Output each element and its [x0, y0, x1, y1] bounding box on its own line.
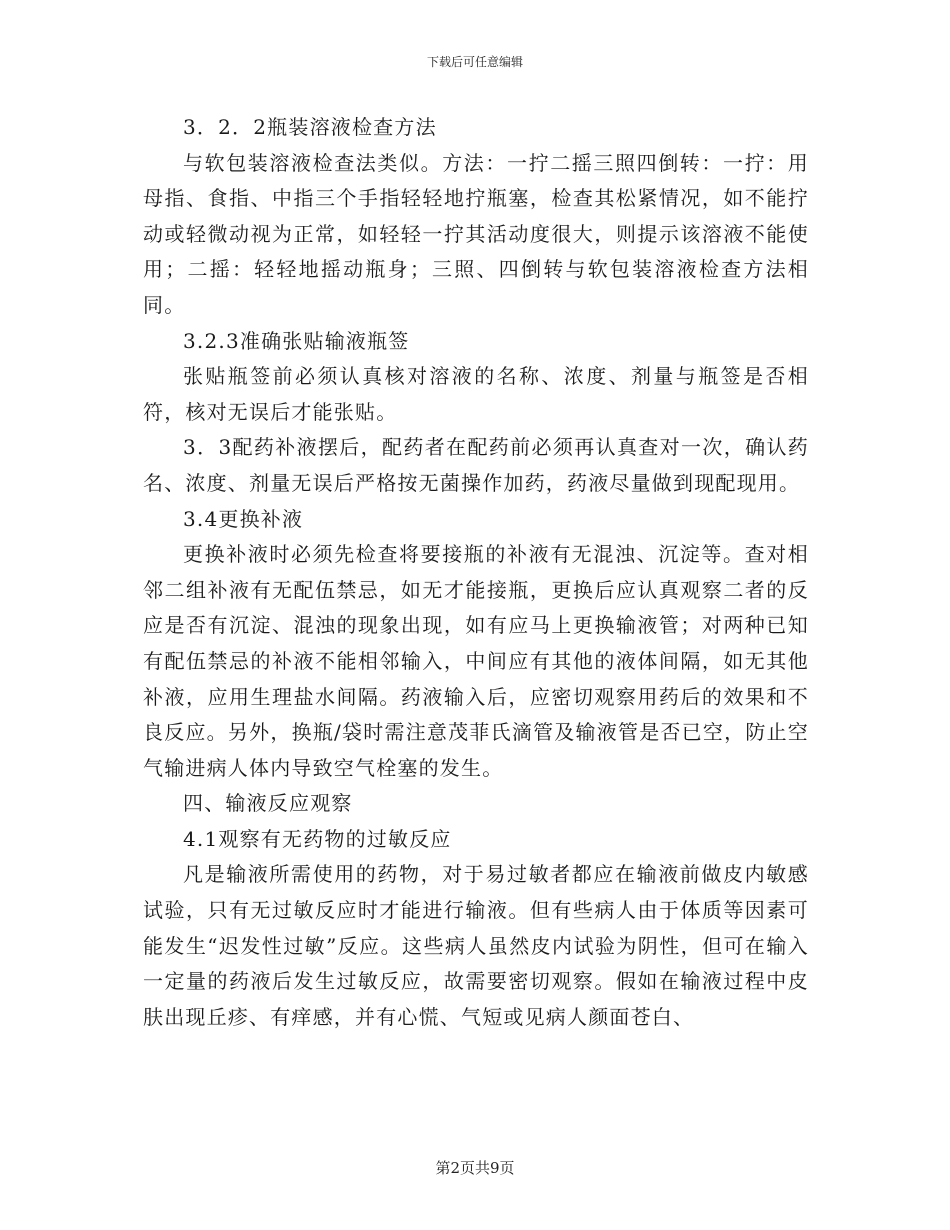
paragraph-fluid-replacement: 更换补液时必须先检查将要接瓶的补液有无混浊、沉淀等。查对相邻二组补液有无配伍禁忌，如无才能接瓶，更换后应认真观察二者的反应是否有沉淀、混浊的现象出现，如有应马上更换输液管；对两种已知有配伍禁忌的补液不能相邻输入，中间应有其他的液体间隔，如无其他补液，应用生理盐水间隔。药液输入后，应密切观察用药后的效果和不良反应。另外，换瓶/袋时需注意茂菲氏滴管及输液管是否已空，防止空气输进病人体内导致空气栓塞的发生。	[143, 542, 809, 780]
page-footer: 第2页共9页	[435, 1159, 515, 1177]
paragraph-allergy-observation: 凡是输液所需使用的药物，对于易过敏者都应在输液前做皮内敏感试验，只有无过敏反应时才能进行输液。但有些病人由于体质等因素可能发生“迟发性过敏”反应。这些病人虽然皮内试验为阴性，但可在输入一定量的药液后发生过敏反应，故需要密切观察。假如在输液过程中皮肤出现丘疹、有痒感，并有心慌、气短或见病人颜面苍白、	[143, 862, 809, 1029]
section-heading-3-2-2: 3．2．2瓶装溶液检查方法	[183, 115, 437, 139]
paragraph-bottle-inspection: 与软包装溶液检查法类似。方法：一拧二摇三照四倒转：一拧：用母指、食指、中指三个手指轻轻地拧瓶塞，检查其松紧情况，如不能拧动或轻微动视为正常，如轻轻一拧其活动度很大，则提示该溶液不能使用；二摇：轻轻地摇动瓶身；三照、四倒转与软包装溶液检查方法相同。	[143, 150, 809, 317]
section-heading-4: 四、输液反应观察	[183, 791, 353, 816]
section-heading-4-1: 4.1观察有无药物的过敏反应	[183, 826, 452, 851]
paragraph-label-check: 张贴瓶签前必须认真核对溶液的名称、浓度、剂量与瓶签是否相符，核对无误后才能张贴。	[143, 364, 809, 424]
document-body	[143, 110, 809, 1035]
paragraph-3-3-dispensing: 3．3配药补液摆后，配药者在配药前必须再认真查对一次，确认药名、浓度、剂量无误后严格按无菌操作加药，药液尽量做到现配现用。	[143, 435, 809, 495]
section-heading-3-2-3: 3.2.3准确张贴输液瓶签	[183, 328, 410, 353]
section-heading-3-4: 3.4更换补液	[183, 506, 304, 531]
page-header: 下载后可任意编辑	[426, 55, 523, 69]
